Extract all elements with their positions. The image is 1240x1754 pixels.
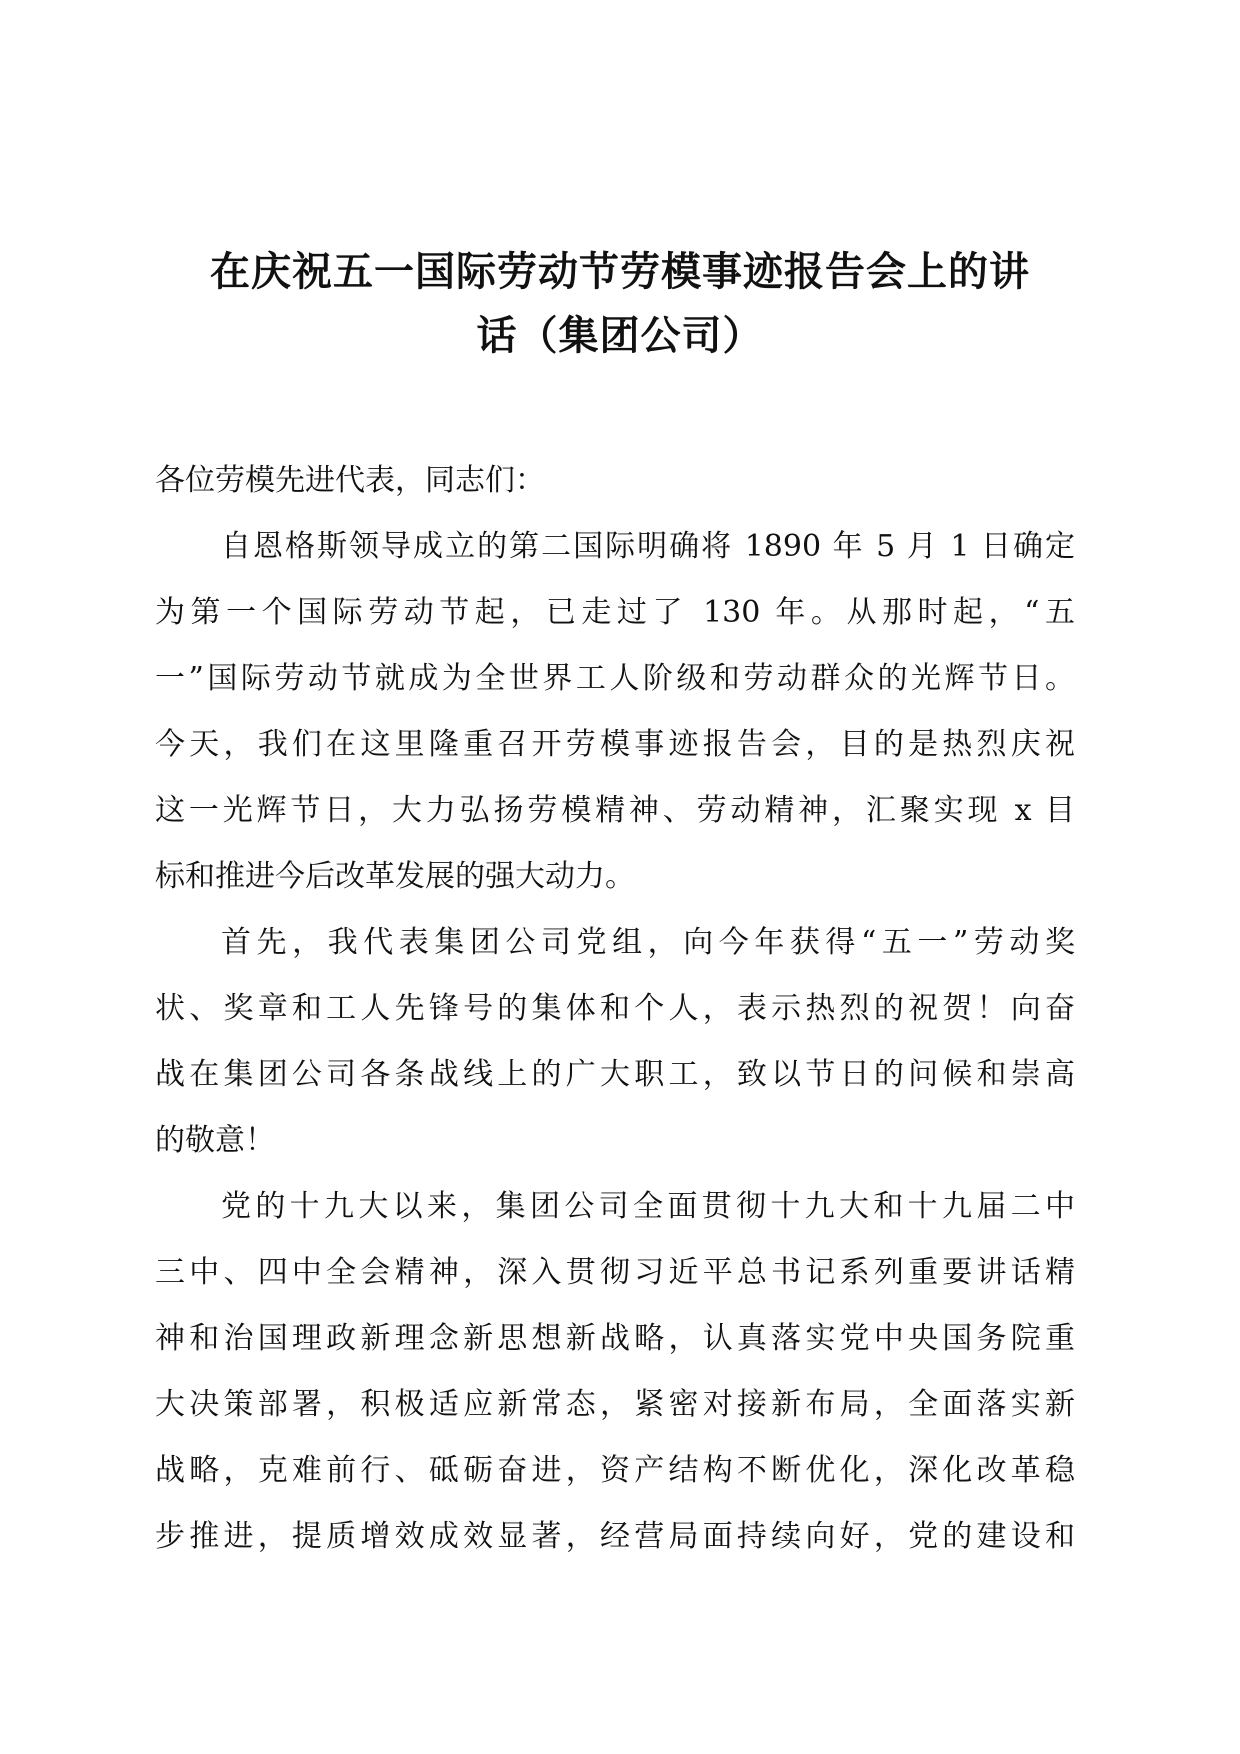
paragraph-1 <box>155 514 1075 910</box>
paragraph-line: 神和治国理政新理念新思想新战略，认真落实党中央国务院重 <box>155 1321 1075 1356</box>
paragraph-line: 状、奖章和工人先锋号的集体和个人，表示热烈的祝贺！向奋 <box>155 991 1075 1026</box>
document-title <box>140 240 1100 368</box>
paragraph-line: 党的十九大以来，集团公司全面贯彻十九大和十九届二中 <box>221 1189 1075 1224</box>
title-line-2: 话（集团公司） <box>476 313 764 359</box>
paragraph-line: 的敬意！ <box>155 1123 275 1158</box>
paragraph-line: 首先，我代表集团公司党组，向今年获得“五一”劳动奖 <box>221 925 1075 960</box>
paragraph-line: 一”国际劳动节就成为全世界工人阶级和劳动群众的光辉节日。 <box>155 661 1075 696</box>
paragraph-line: 战在集团公司各条战线上的广大职工，致以节日的问候和崇高 <box>155 1057 1075 1092</box>
paragraph-line: 标和推进今后改革发展的强大动力。 <box>155 859 635 894</box>
salutation: 各位劳模先进代表，同志们： <box>155 463 545 498</box>
document-body <box>155 448 1075 1570</box>
paragraph-2 <box>155 910 1075 1174</box>
paragraph-line: 三中、四中全会精神，深入贯彻习近平总书记系列重要讲话精 <box>155 1255 1075 1290</box>
paragraph-line: 这一光辉节日，大力弘扬劳模精神、劳动精神，汇聚实现 x 目 <box>155 793 1075 828</box>
paragraph-3 <box>155 1174 1075 1570</box>
paragraph-line: 步推进，提质增效成效显著，经营局面持续向好，党的建设和 <box>155 1519 1075 1554</box>
paragraph-line: 大决策部署，积极适应新常态，紧密对接新布局，全面落实新 <box>155 1387 1075 1422</box>
paragraph-line: 为第一个国际劳动节起，已走过了 130 年。从那时起，“五 <box>155 595 1075 630</box>
paragraph-line: 今天，我们在这里隆重召开劳模事迹报告会，目的是热烈庆祝 <box>155 727 1075 762</box>
paragraph-line: 自恩格斯领导成立的第二国际明确将 1890 年 5 月 1 日确定 <box>221 529 1075 564</box>
paragraph-line: 战略，克难前行、砥砺奋进，资产结构不断优化，深化改革稳 <box>155 1453 1075 1488</box>
title-line-1: 在庆祝五一国际劳动节劳模事迹报告会上的讲 <box>210 249 1030 295</box>
